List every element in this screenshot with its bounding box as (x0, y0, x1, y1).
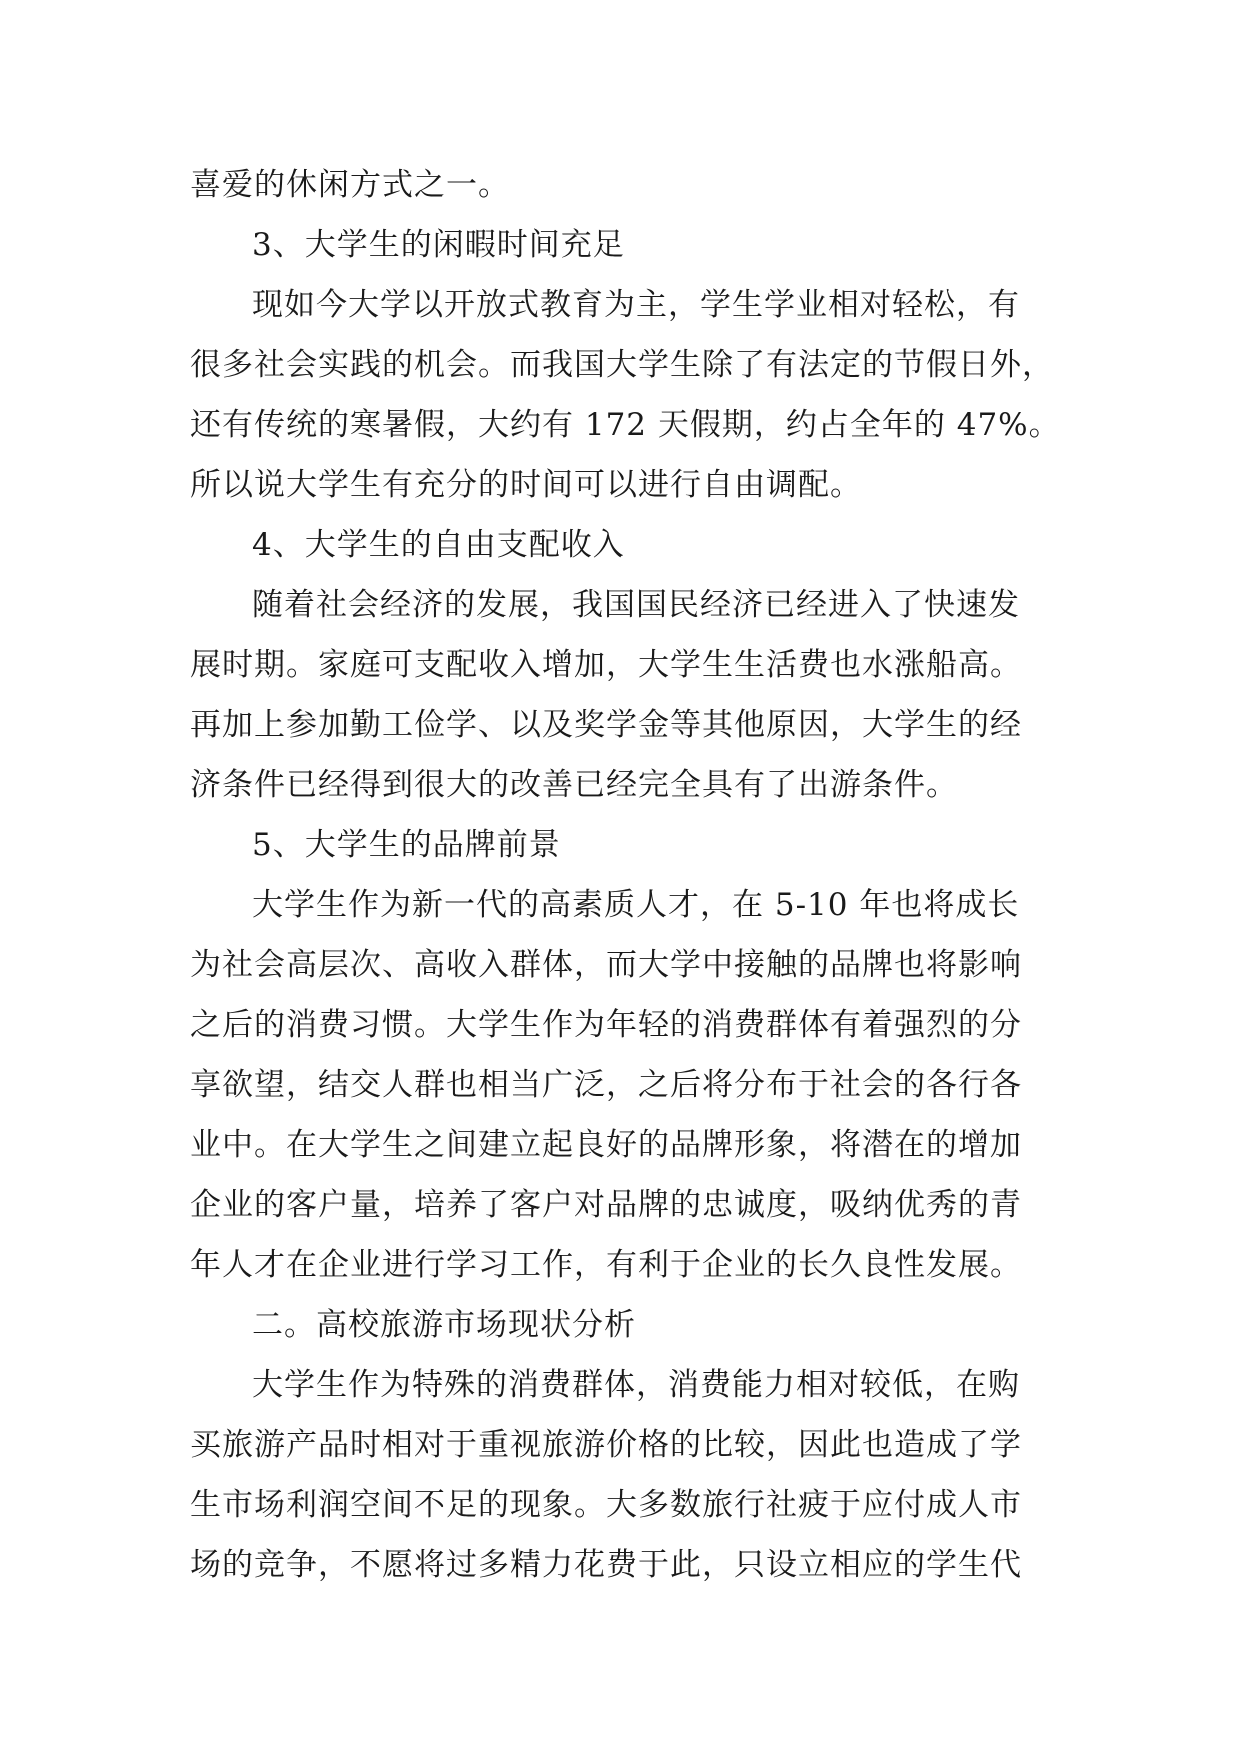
paragraph-leisure-time (190, 275, 1061, 515)
text-line: 买旅游产品时相对于重视旅游价格的比较，因此也造成了学 (190, 1427, 1022, 1463)
text-line: 济条件已经得到很大的改善已经完全具有了出游条件。 (190, 767, 958, 803)
paragraph-market-analysis (190, 1355, 1050, 1595)
text-line: 业中。在大学生之间建立起良好的品牌形象，将潜在的增加 (190, 1127, 1022, 1163)
paragraph-brand-prospects (190, 875, 1050, 1295)
text-line: 随着社会经济的发展，我国国民经济已经进入了快速发 (252, 587, 1020, 623)
section-heading-brand-prospects (190, 815, 1050, 875)
text-line: 展时期。家庭可支配收入增加，大学生生活费也水涨船高。 (190, 647, 1022, 683)
paragraph-continuation (190, 155, 1050, 215)
paragraph-disposable-income (190, 575, 1050, 815)
text-line: 为社会高层次、高收入群体，而大学中接触的品牌也将影响 (190, 947, 1022, 983)
text-line: 场的竞争，不愿将过多精力花费于此，只设立相应的学生代 (190, 1547, 1022, 1583)
document-body (190, 155, 1061, 1595)
text-line: 5、大学生的品牌前景 (252, 827, 561, 863)
section-heading-market-analysis (190, 1295, 1050, 1355)
section-heading-disposable-income (190, 515, 1050, 575)
text-line: 大学生作为新一代的高素质人才，在 5-10 年也将成长 (252, 887, 1020, 923)
text-line: 二。高校旅游市场现状分析 (252, 1307, 636, 1343)
text-line: 还有传统的寒暑假，大约有 172 天假期，约占全年的 47%。 (190, 407, 1061, 443)
text-line: 之后的消费习惯。大学生作为年轻的消费群体有着强烈的分 (190, 1007, 1022, 1043)
text-line: 年人才在企业进行学习工作，有利于企业的长久良性发展。 (190, 1247, 1022, 1283)
text-line: 3、大学生的闲暇时间充足 (252, 227, 625, 263)
text-line: 再加上参加勤工俭学、以及奖学金等其他原因，大学生的经 (190, 707, 1022, 743)
text-line: 4、大学生的自由支配收入 (252, 527, 625, 563)
text-line: 企业的客户量，培养了客户对品牌的忠诚度，吸纳优秀的青 (190, 1187, 1022, 1223)
text-line: 大学生作为特殊的消费群体，消费能力相对较低，在购 (252, 1367, 1020, 1403)
text-line: 生市场利润空间不足的现象。大多数旅行社疲于应付成人市 (190, 1487, 1022, 1523)
text-line: 享欲望，结交人群也相当广泛，之后将分布于社会的各行各 (190, 1067, 1022, 1103)
text-line: 喜爱的休闲方式之一。 (190, 167, 510, 203)
text-line: 现如今大学以开放式教育为主，学生学业相对轻松，有 (252, 287, 1020, 323)
text-line: 所以说大学生有充分的时间可以进行自由调配。 (190, 467, 862, 503)
text-line: 很多社会实践的机会。而我国大学生除了有法定的节假日外， (190, 347, 1054, 383)
section-heading-leisure-time (190, 215, 1050, 275)
